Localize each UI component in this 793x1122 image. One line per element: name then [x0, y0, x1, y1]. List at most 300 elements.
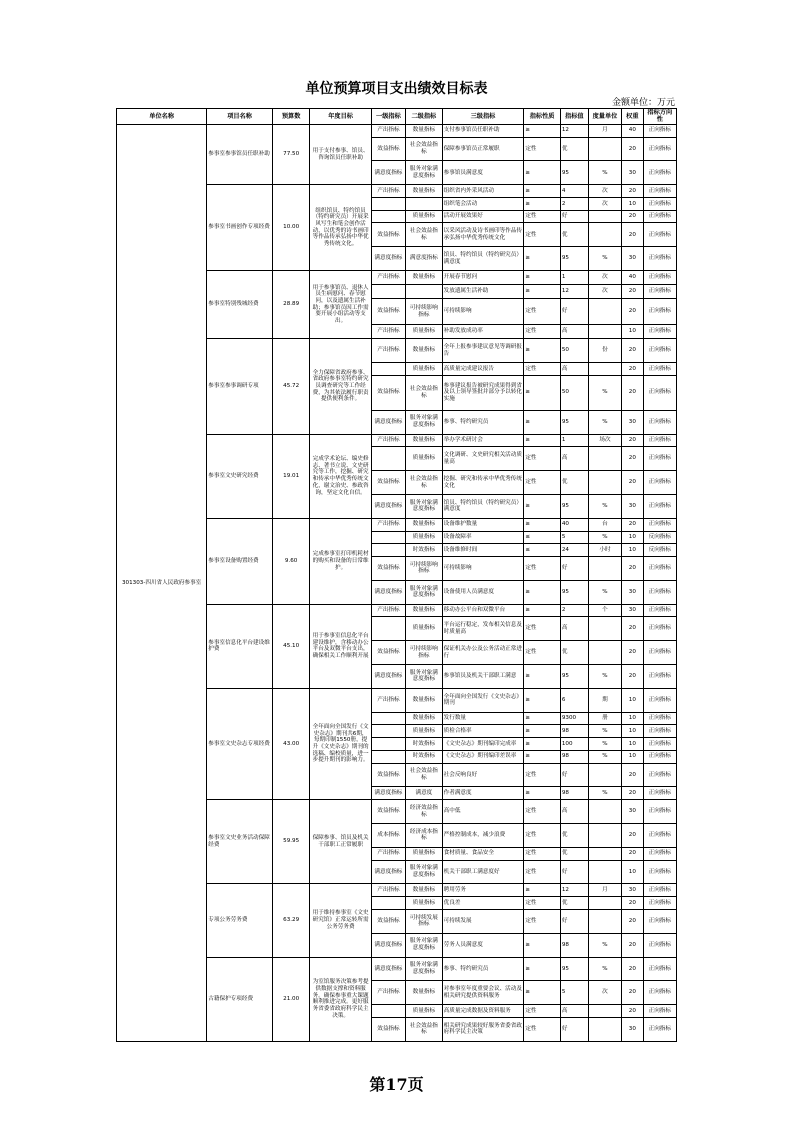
indicator-direction-cell: 正向指标 [643, 375, 676, 410]
indicator-direction-cell: 正向指标 [643, 580, 676, 604]
annual-goal-cell: 完成参事室打印机耗材的购买和设备的日常维护。 [310, 518, 371, 604]
level3-indicator-cell: 组织省内外采风活动 [442, 185, 524, 198]
level3-indicator-cell: 对参事室年度重要会议、活动及相关研究提供资料服务 [442, 981, 524, 1005]
indicator-direction-cell: 正向指标 [643, 363, 676, 376]
indicator-nature-cell: 定性 [524, 763, 561, 787]
level2-indicator-cell: 社会效益指标 [406, 137, 443, 161]
measure-unit-cell [588, 299, 621, 325]
weight-cell: 20 [622, 897, 643, 910]
indicator-value-cell: 5 [560, 531, 588, 544]
weight-cell: 30 [622, 884, 643, 897]
indicator-nature-cell: 定性 [524, 800, 561, 824]
indicator-direction-cell: 正向指标 [643, 1017, 676, 1041]
weight-cell: 10 [622, 860, 643, 884]
level2-indicator-cell: 数量指标 [406, 339, 443, 363]
indicator-value-cell: 12 [560, 124, 588, 137]
indicator-nature-cell: ≥ [524, 271, 561, 285]
weight-cell: 20 [622, 285, 643, 299]
level1-indicator-cell [371, 617, 405, 641]
column-header: 指标值 [560, 109, 588, 125]
level2-indicator-cell: 时效指标 [406, 738, 443, 751]
indicator-value-cell: 好 [560, 210, 588, 223]
indicator-direction-cell: 正向指标 [643, 824, 676, 848]
weight-cell: 30 [622, 580, 643, 604]
level3-indicator-cell: 《文史杂志》期刊编印完成率 [442, 738, 524, 751]
indicator-value-cell: 95 [560, 665, 588, 689]
performance-table-container [116, 108, 677, 1042]
column-header: 一级指标 [371, 109, 405, 125]
weight-cell: 20 [622, 933, 643, 957]
indicator-value-cell: 好 [560, 860, 588, 884]
indicator-nature-cell: ≥ [524, 981, 561, 1005]
column-header: 三级指标 [442, 109, 524, 125]
indicator-direction-cell: 正向指标 [643, 847, 676, 860]
indicator-nature-cell: ≥ [524, 580, 561, 604]
annual-goal-cell: 用于支付参事、馆员、咨询馆员任职补助 [310, 124, 371, 184]
level2-indicator-cell [406, 198, 443, 211]
level1-indicator-cell: 效益指标 [371, 1017, 405, 1041]
level2-indicator-cell: 时效指标 [406, 750, 443, 763]
indicator-direction-cell: 正向指标 [643, 981, 676, 1005]
indicator-value-cell: 优 [560, 223, 588, 247]
level1-indicator-cell: 产出指标 [371, 325, 405, 339]
amount-unit-label: 金额单位：万元 [611, 98, 675, 108]
indicator-direction-cell: 正向指标 [643, 185, 676, 198]
level2-indicator-cell: 数量指标 [406, 434, 443, 447]
measure-unit-cell [588, 471, 621, 495]
measure-unit-cell [588, 847, 621, 860]
indicator-value-cell: 5 [560, 981, 588, 1005]
indicator-nature-cell: ≥ [524, 787, 561, 800]
indicator-nature-cell: ≥ [524, 884, 561, 897]
level2-indicator-cell: 数量指标 [406, 604, 443, 617]
level3-indicator-cell: 食材质量、食品安全 [442, 847, 524, 860]
weight-cell: 30 [622, 1017, 643, 1041]
level1-indicator-cell [371, 531, 405, 544]
indicator-nature-cell: 定性 [524, 617, 561, 641]
level2-indicator-cell: 数量指标 [406, 271, 443, 285]
indicator-direction-cell: 正向指标 [643, 447, 676, 471]
weight-cell: 10 [622, 531, 643, 544]
indicator-direction-cell: 正向指标 [643, 738, 676, 751]
indicator-value-cell: 2 [560, 604, 588, 617]
level3-indicator-cell: 补助发放成功率 [442, 325, 524, 339]
indicator-direction-cell: 正向指标 [643, 933, 676, 957]
measure-unit-cell: 月 [588, 884, 621, 897]
column-header: 预算数 [272, 109, 310, 125]
indicator-nature-cell: ≥ [524, 957, 561, 981]
measure-unit-cell: 次 [588, 981, 621, 1005]
level2-indicator-cell: 社会效益指标 [406, 471, 443, 495]
weight-cell: 20 [622, 556, 643, 580]
measure-unit-cell: 月 [588, 124, 621, 137]
indicator-value-cell: 12 [560, 884, 588, 897]
measure-unit-cell: 份 [588, 339, 621, 363]
level1-indicator-cell: 效益指标 [371, 909, 405, 933]
measure-unit-cell [588, 897, 621, 910]
level2-indicator-cell: 质量指标 [406, 325, 443, 339]
indicator-value-cell: 高 [560, 1005, 588, 1018]
indicator-nature-cell: ≥ [524, 339, 561, 363]
column-header: 权重 [622, 109, 643, 125]
level2-indicator-cell: 服务对象满意度指标 [406, 580, 443, 604]
level3-indicator-cell: 《文史杂志》期刊编印差误率 [442, 750, 524, 763]
level1-indicator-cell: 满意度指标 [371, 410, 405, 434]
level1-indicator-cell: 满意度指标 [371, 161, 405, 185]
annual-goal-cell: 保障参事、馆员及机关干部职工正常履职 [310, 800, 371, 884]
budget-cell: 43.00 [272, 688, 310, 799]
level2-indicator-cell: 质量指标 [406, 897, 443, 910]
budget-cell: 63.29 [272, 884, 310, 957]
indicator-direction-cell: 正向指标 [643, 471, 676, 495]
project-name-cell: 参事室书画创作专项经费 [207, 185, 273, 271]
indicator-nature-cell: 定性 [524, 210, 561, 223]
level2-indicator-cell: 质量指标 [406, 363, 443, 376]
indicator-nature-cell: ≥ [524, 247, 561, 271]
indicator-value-cell: 1 [560, 271, 588, 285]
column-header: 指标性质 [524, 109, 561, 125]
measure-unit-cell: % [588, 957, 621, 981]
indicator-value-cell: 95 [560, 494, 588, 518]
indicator-direction-cell: 正向指标 [643, 434, 676, 447]
level2-indicator-cell: 质量指标 [406, 1005, 443, 1018]
level2-indicator-cell: 服务对象满意度指标 [406, 860, 443, 884]
project-name-cell: 参事室设备购置经费 [207, 518, 273, 604]
level2-indicator-cell: 服务对象满意度指标 [406, 410, 443, 434]
unit-name-cell: 301303-四川省人民政府参事室 [117, 124, 207, 1041]
measure-unit-cell [588, 617, 621, 641]
level3-indicator-cell: 保证机关办公及公务活动正常进行 [442, 641, 524, 665]
level1-indicator-cell [371, 1005, 405, 1018]
level1-indicator-cell: 产出指标 [371, 981, 405, 1005]
weight-cell: 30 [622, 604, 643, 617]
level3-indicator-cell: 社会反响良好 [442, 763, 524, 787]
measure-unit-cell: % [588, 531, 621, 544]
indicator-nature-cell: ≥ [524, 738, 561, 751]
indicator-direction-cell: 正向指标 [643, 299, 676, 325]
level3-indicator-cell: 可持续发展 [442, 909, 524, 933]
level1-indicator-cell: 满意度指标 [371, 957, 405, 981]
project-name-cell: 专项公务劳务费 [207, 884, 273, 957]
level1-indicator-cell [371, 210, 405, 223]
level3-indicator-cell: 文化调研、文史研究相关活动质量高 [442, 447, 524, 471]
level3-indicator-cell: 设备维护数量 [442, 518, 524, 531]
budget-cell: 59.95 [272, 800, 310, 884]
measure-unit-cell: % [588, 247, 621, 271]
weight-cell: 30 [622, 161, 643, 185]
weight-cell: 20 [622, 641, 643, 665]
level2-indicator-cell: 社会效益指标 [406, 223, 443, 247]
indicator-value-cell: 40 [560, 518, 588, 531]
indicator-value-cell: 98 [560, 750, 588, 763]
level3-indicator-cell: 高中低 [442, 800, 524, 824]
weight-cell: 10 [622, 325, 643, 339]
weight-cell: 20 [622, 909, 643, 933]
level3-indicator-cell: 开展春节慰问 [442, 271, 524, 285]
annual-goal-cell: 用于参事馆员、退休人员生病慰问、春节慰问，以及遗属生活补助；参事馆员因工作需要开展小组活动等支出。 [310, 271, 371, 339]
level1-indicator-cell [371, 738, 405, 751]
level1-indicator-cell: 效益指标 [371, 800, 405, 824]
indicator-value-cell: 高 [560, 617, 588, 641]
measure-unit-cell: 次 [588, 198, 621, 211]
indicator-nature-cell: ≥ [524, 750, 561, 763]
annual-goal-cell: 完成学术论坛、编史修志、著书立说、文史研究等工作，挖掘、研究和传承中华优秀传统文化，谢文治史、参政咨询，坚定文化自信。 [310, 434, 371, 518]
indicator-value-cell: 优 [560, 847, 588, 860]
indicator-value-cell: 好 [560, 299, 588, 325]
indicator-direction-cell: 正向指标 [643, 137, 676, 161]
indicator-value-cell: 好 [560, 909, 588, 933]
level2-indicator-cell: 数量指标 [406, 981, 443, 1005]
indicator-nature-cell: 定性 [524, 909, 561, 933]
measure-unit-cell: % [588, 580, 621, 604]
measure-unit-cell: 次 [588, 285, 621, 299]
indicator-nature-cell: ≥ [524, 518, 561, 531]
indicator-nature-cell: 定性 [524, 471, 561, 495]
annual-goal-cell: 用于维持参事室《文史研究馆》正常运转所需公务劳务费 [310, 884, 371, 957]
indicator-value-cell: 98 [560, 787, 588, 800]
level3-indicator-cell: 全年上报参事建议意见等调研报告 [442, 339, 524, 363]
indicator-nature-cell: 定性 [524, 325, 561, 339]
indicator-nature-cell: ≥ [524, 185, 561, 198]
budget-cell: 45.10 [272, 604, 310, 688]
measure-unit-cell: % [588, 410, 621, 434]
indicator-nature-cell: 定性 [524, 223, 561, 247]
weight-cell: 20 [622, 471, 643, 495]
indicator-value-cell: 50 [560, 375, 588, 410]
level1-indicator-cell [371, 712, 405, 725]
indicator-direction-cell: 正向指标 [643, 223, 676, 247]
level1-indicator-cell: 满意度指标 [371, 494, 405, 518]
level2-indicator-cell: 质量指标 [406, 447, 443, 471]
indicator-direction-cell: 正向指标 [643, 285, 676, 299]
budget-cell: 21.00 [272, 957, 310, 1041]
level1-indicator-cell: 效益指标 [371, 223, 405, 247]
indicator-nature-cell: ≤ [524, 544, 561, 557]
column-header: 单位名称 [117, 109, 207, 125]
indicator-value-cell: 高 [560, 800, 588, 824]
level2-indicator-cell: 经济成本指标 [406, 824, 443, 848]
level3-indicator-cell: 全年面向全国发行《文史杂志》期刊 [442, 688, 524, 712]
level1-indicator-cell: 效益指标 [371, 556, 405, 580]
level3-indicator-cell: 参事、特约研究员 [442, 410, 524, 434]
level1-indicator-cell: 满意度指标 [371, 860, 405, 884]
level2-indicator-cell: 满意度指标 [406, 247, 443, 271]
measure-unit-cell: 期 [588, 688, 621, 712]
indicator-value-cell: 100 [560, 738, 588, 751]
measure-unit-cell: 册 [588, 712, 621, 725]
level2-indicator-cell: 数量指标 [406, 185, 443, 198]
indicator-value-cell: 24 [560, 544, 588, 557]
level1-indicator-cell: 产出指标 [371, 604, 405, 617]
level3-indicator-cell: 参事、特约研究员 [442, 957, 524, 981]
measure-unit-cell: 次 [588, 271, 621, 285]
annual-goal-cell: 全力保障省政府参事、省政府参事室特约研究员调查研究等工作经费，为其依法履行职责提供便利条件。 [310, 339, 371, 434]
level3-indicator-cell: 组织笔会活动 [442, 198, 524, 211]
weight-cell: 20 [622, 617, 643, 641]
measure-unit-cell: % [588, 161, 621, 185]
measure-unit-cell: 台 [588, 518, 621, 531]
indicator-direction-cell: 正向指标 [643, 957, 676, 981]
level3-indicator-cell: 机关干部职工满意度好 [442, 860, 524, 884]
level3-indicator-cell: 优良差 [442, 897, 524, 910]
level3-indicator-cell: 作者满意度 [442, 787, 524, 800]
weight-cell: 40 [622, 124, 643, 137]
level1-indicator-cell: 产出指标 [371, 688, 405, 712]
indicator-nature-cell: ≥ [524, 494, 561, 518]
measure-unit-cell: % [588, 738, 621, 751]
level3-indicator-cell: 以采风活动及诗书画印等作品传承弘扬中华优秀传统文化 [442, 223, 524, 247]
column-header: 指标方向性 [643, 109, 676, 125]
indicator-value-cell: 9300 [560, 712, 588, 725]
level1-indicator-cell [371, 447, 405, 471]
level3-indicator-cell: 参事馆员满意度 [442, 161, 524, 185]
level3-indicator-cell: 相关研究成果较好服务省委省政府科学民主决策 [442, 1017, 524, 1041]
level1-indicator-cell [371, 285, 405, 299]
indicator-direction-cell: 正向指标 [643, 787, 676, 800]
weight-cell: 20 [622, 518, 643, 531]
level3-indicator-cell: 移动办公平台和双微平台 [442, 604, 524, 617]
indicator-value-cell: 好 [560, 763, 588, 787]
indicator-direction-cell: 正向指标 [643, 339, 676, 363]
indicator-nature-cell: ≥ [524, 161, 561, 185]
indicator-nature-cell: 定性 [524, 641, 561, 665]
weight-cell: 20 [622, 339, 643, 363]
level3-indicator-cell: 严格控制成本，减少浪费 [442, 824, 524, 848]
indicator-direction-cell: 正向指标 [643, 909, 676, 933]
indicator-nature-cell: 定性 [524, 137, 561, 161]
level1-indicator-cell: 产出指标 [371, 434, 405, 447]
indicator-nature-cell: ≤ [524, 531, 561, 544]
indicator-direction-cell: 正向指标 [643, 688, 676, 712]
level3-indicator-cell: 劳务人员满意度 [442, 933, 524, 957]
indicator-nature-cell: 定性 [524, 824, 561, 848]
project-name-cell: 古籍保护专项经费 [207, 957, 273, 1041]
indicator-value-cell: 2 [560, 198, 588, 211]
level1-indicator-cell: 产出指标 [371, 518, 405, 531]
level1-indicator-cell [371, 198, 405, 211]
indicator-direction-cell: 正向指标 [643, 750, 676, 763]
indicator-direction-cell: 正向指标 [643, 494, 676, 518]
level2-indicator-cell: 质量指标 [406, 531, 443, 544]
weight-cell: 20 [622, 185, 643, 198]
indicator-nature-cell: ≥ [524, 688, 561, 712]
project-name-cell: 参事室文史业务活动保障经费 [207, 800, 273, 884]
level2-indicator-cell: 质量指标 [406, 847, 443, 860]
level2-indicator-cell: 社会效益指标 [406, 1017, 443, 1041]
weight-cell: 20 [622, 957, 643, 981]
measure-unit-cell: % [588, 933, 621, 957]
level2-indicator-cell: 满意度 [406, 787, 443, 800]
indicator-value-cell: 高 [560, 325, 588, 339]
column-header: 年度目标 [310, 109, 371, 125]
level3-indicator-cell: 举办学术研讨会 [442, 434, 524, 447]
weight-cell: 10 [622, 725, 643, 738]
level3-indicator-cell: 参事馆员及机关干部职工满意 [442, 665, 524, 689]
level1-indicator-cell [371, 725, 405, 738]
indicator-direction-cell: 正向指标 [643, 325, 676, 339]
indicator-nature-cell: 定性 [524, 860, 561, 884]
indicator-value-cell: 95 [560, 247, 588, 271]
indicator-value-cell: 优 [560, 471, 588, 495]
level1-indicator-cell: 效益指标 [371, 641, 405, 665]
measure-unit-cell: % [588, 725, 621, 738]
measure-unit-cell [588, 210, 621, 223]
indicator-value-cell: 95 [560, 161, 588, 185]
indicator-nature-cell: ≥ [524, 410, 561, 434]
measure-unit-cell [588, 1017, 621, 1041]
level3-indicator-cell: 保障参事馆员正常履职 [442, 137, 524, 161]
weight-cell: 10 [622, 750, 643, 763]
measure-unit-cell [588, 447, 621, 471]
project-name-cell: 参事室参事调研专项 [207, 339, 273, 434]
weight-cell: 20 [622, 447, 643, 471]
measure-unit-cell [588, 824, 621, 848]
weight-cell: 20 [622, 824, 643, 848]
measure-unit-cell: 场次 [588, 434, 621, 447]
indicator-nature-cell: ≥ [524, 375, 561, 410]
indicator-nature-cell: 定性 [524, 1005, 561, 1018]
annual-goal-cell: 为室馆服务决策参考提供数据支撑和资料服务。确保参事重大课题顺利推进完成。更好服务省委省政府科学民主决策。 [310, 957, 371, 1041]
indicator-direction-cell: 正向指标 [643, 897, 676, 910]
level3-indicator-cell: 可持续影响 [442, 299, 524, 325]
level1-indicator-cell: 效益指标 [371, 763, 405, 787]
indicator-nature-cell: ≥ [524, 725, 561, 738]
level1-indicator-cell [371, 750, 405, 763]
level3-indicator-cell: 质检合格率 [442, 725, 524, 738]
level2-indicator-cell: 可持续影响指标 [406, 299, 443, 325]
indicator-value-cell: 50 [560, 339, 588, 363]
level1-indicator-cell [371, 363, 405, 376]
measure-unit-cell [588, 1005, 621, 1018]
indicator-direction-cell: 正向指标 [643, 518, 676, 531]
measure-unit-cell: 小时 [588, 544, 621, 557]
indicator-nature-cell: ≥ [524, 285, 561, 299]
column-header: 二级指标 [406, 109, 443, 125]
level1-indicator-cell: 满意度指标 [371, 787, 405, 800]
level2-indicator-cell: 质量指标 [406, 725, 443, 738]
weight-cell: 30 [622, 410, 643, 434]
indicator-value-cell: 优 [560, 137, 588, 161]
weight-cell: 20 [622, 981, 643, 1005]
level1-indicator-cell: 满意度指标 [371, 580, 405, 604]
annual-goal-cell: 用于参事室信息化平台建设维护，含移动办公平台及双微平台支出，确保相关工作顺利开展 [310, 604, 371, 688]
level2-indicator-cell: 时效指标 [406, 544, 443, 557]
level3-indicator-cell: 发放遗属生活补助 [442, 285, 524, 299]
indicator-nature-cell: ≥ [524, 604, 561, 617]
measure-unit-cell: 个 [588, 604, 621, 617]
indicator-nature-cell: ≥ [524, 933, 561, 957]
level2-indicator-cell: 可持续影响指标 [406, 641, 443, 665]
level1-indicator-cell: 效益指标 [371, 471, 405, 495]
level3-indicator-cell: 高质量完成数据及资料服务 [442, 1005, 524, 1018]
table-row [117, 124, 677, 137]
indicator-nature-cell: ≥ [524, 124, 561, 137]
weight-cell: 20 [622, 223, 643, 247]
weight-cell: 20 [622, 137, 643, 161]
indicator-value-cell: 优 [560, 897, 588, 910]
budget-cell: 45.72 [272, 339, 310, 434]
level3-indicator-cell: 设备维修时间 [442, 544, 524, 557]
indicator-nature-cell: 定性 [524, 447, 561, 471]
level3-indicator-cell: 平台运行稳定，发布相关信息及时质量高 [442, 617, 524, 641]
indicator-direction-cell: 正向指标 [643, 124, 676, 137]
indicator-direction-cell: 正向指标 [643, 665, 676, 689]
level2-indicator-cell: 服务对象满意度指标 [406, 933, 443, 957]
level3-indicator-cell: 设备故障率 [442, 531, 524, 544]
level3-indicator-cell: 高质量完成建议报告 [442, 363, 524, 376]
project-name-cell: 参事室文史杂志专项经费 [207, 688, 273, 799]
level2-indicator-cell: 可持续发展指标 [406, 909, 443, 933]
